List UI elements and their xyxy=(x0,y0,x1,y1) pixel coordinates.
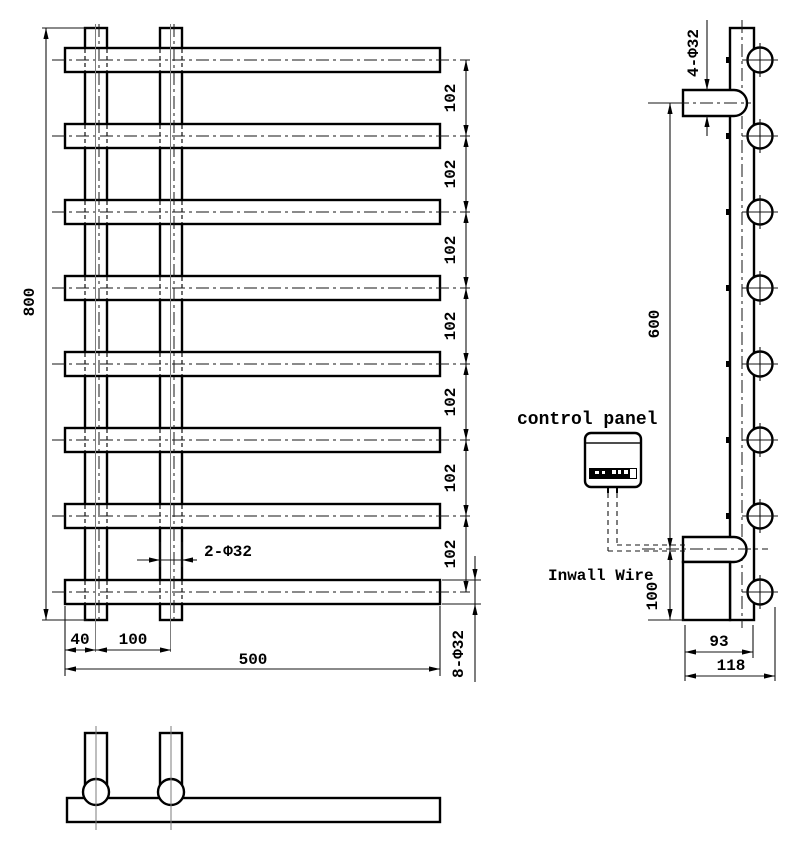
dim-500-text: 500 xyxy=(238,651,268,669)
dim-8-phi32-text: 8-Φ32 xyxy=(450,629,468,679)
dim-8-phi32 xyxy=(442,556,481,682)
dim-102-text-1: 102 xyxy=(442,83,460,113)
dim-102-chain xyxy=(442,60,466,592)
side-view xyxy=(517,20,778,681)
plan-view xyxy=(67,726,440,830)
dim-600 xyxy=(646,103,684,549)
dim-4-phi32 xyxy=(685,20,707,136)
plan-rail xyxy=(67,798,440,822)
front-view xyxy=(21,24,481,682)
heater-housing xyxy=(683,562,730,620)
dim-102-text-3: 102 xyxy=(442,235,460,265)
dim-102-text-6: 102 xyxy=(442,463,460,493)
dim-800-text: 800 xyxy=(21,287,39,317)
top-bracket xyxy=(683,90,747,116)
inwall-wire-label: Inwall Wire xyxy=(548,567,654,585)
dim-40-text: 40 xyxy=(70,631,90,649)
dim-100-side-text: 100 xyxy=(644,581,662,611)
dim-2-phi32 xyxy=(137,542,252,567)
dim-118-text: 118 xyxy=(716,657,746,675)
dim-102-text-7: 102 xyxy=(442,539,460,569)
dim-102-text-5: 102 xyxy=(442,387,460,417)
dim-102-text-2: 102 xyxy=(442,159,460,189)
dim-100-text: 100 xyxy=(118,631,148,649)
dim-600-text: 600 xyxy=(646,309,664,339)
dim-4-phi32-text: 4-Φ32 xyxy=(685,28,703,78)
control-panel xyxy=(517,410,658,493)
dim-bottom-widths xyxy=(65,606,440,676)
inwall-wire xyxy=(548,493,685,585)
front-rails xyxy=(65,48,440,604)
dim-93-text: 93 xyxy=(709,633,729,651)
dim-2-phi32-text: 2-Φ32 xyxy=(204,543,253,561)
dim-102-text-4: 102 xyxy=(442,311,460,341)
control-panel-label: control panel xyxy=(517,410,658,430)
